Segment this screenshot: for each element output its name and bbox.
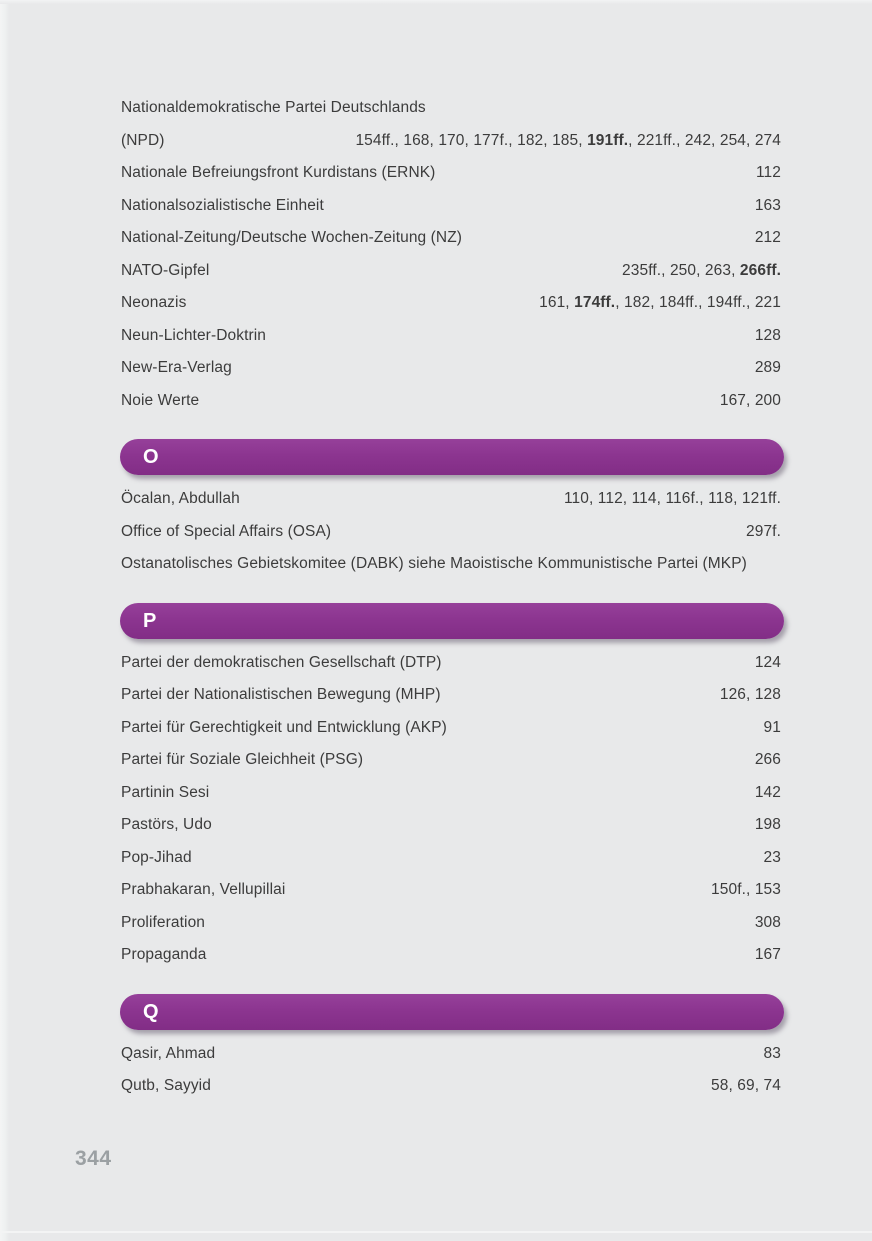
index-term: Neun-Lichter-Doktrin — [121, 326, 266, 344]
index-page-numbers: 163 — [754, 196, 781, 214]
index-entry — [121, 157, 781, 190]
index-entry — [121, 320, 781, 353]
index-page-numbers: 150f., 153 — [711, 881, 781, 899]
index-term: National-Zeitung/Deutsche Wochen-Zeitung (NZ) — [121, 229, 463, 247]
index-entry — [121, 744, 781, 777]
index-term: Proliferation — [121, 913, 206, 931]
index-term: Ostanatolisches Gebietskomitee (DABK) siehe Maoistische Kommunistische Partei (MKP) — [121, 555, 747, 573]
index-page-numbers: 266 — [754, 751, 781, 769]
index-page-numbers: 91 — [763, 718, 781, 736]
index-term: Pop-Jihad — [121, 848, 192, 866]
index-page-numbers: 58, 69, 74 — [711, 1077, 781, 1095]
index-entry — [121, 712, 781, 745]
index-page-numbers: 23 — [763, 848, 781, 866]
index-page-numbers: 142 — [754, 783, 781, 801]
page-left-edge — [0, 0, 9, 1241]
index-term: Nationale Befreiungsfront Kurdistans (ERNK) — [121, 164, 436, 182]
index-entry — [121, 516, 781, 549]
index-page-numbers: 83 — [763, 1044, 781, 1062]
index-entry — [121, 809, 781, 842]
index-entry — [121, 1038, 781, 1071]
section-header-o — [120, 439, 784, 475]
index-page-numbers: 308 — [754, 913, 781, 931]
index-entry — [121, 777, 781, 810]
index-term: Pastörs, Udo — [121, 816, 212, 834]
index-page-numbers: 112 — [755, 164, 781, 182]
section-letter: P — [143, 609, 157, 632]
section-header-p — [120, 603, 784, 639]
index-term: Propaganda — [121, 946, 207, 964]
page-bottom-edge — [0, 1231, 872, 1233]
page-top-edge — [0, 0, 872, 4]
index-entry — [121, 222, 781, 255]
index-entry — [121, 842, 781, 875]
section-header-q — [120, 994, 784, 1030]
index-entry — [121, 255, 781, 288]
index-term: Partinin Sesi — [121, 783, 210, 801]
index-term: Partei für Soziale Gleichheit (PSG) — [121, 751, 364, 769]
index-entry — [121, 190, 781, 223]
index-term: Partei für Gerechtigkeit und Entwicklung (AKP) — [121, 718, 447, 736]
index-page-numbers: 297f. — [746, 522, 781, 540]
index-page-numbers: 126, 128 — [719, 686, 781, 704]
index-entry — [121, 1070, 781, 1103]
index-page-numbers: 161, 174ff., 182, 184ff., 194ff., 221 — [539, 294, 781, 312]
index-entry — [121, 939, 781, 972]
index-term: Prabhakaran, Vellupillai — [121, 881, 286, 899]
index-term: Qasir, Ahmad — [121, 1044, 216, 1062]
index-term: New-Era-Verlag — [121, 359, 232, 377]
page-number: 344 — [75, 1147, 112, 1170]
index-page-numbers: 124 — [754, 653, 781, 671]
index-list — [121, 92, 781, 1103]
index-entry — [121, 385, 781, 418]
index-entry — [121, 92, 781, 125]
index-page-numbers: 289 — [754, 359, 781, 377]
index-term: (NPD) — [121, 131, 165, 149]
index-term: Öcalan, Abdullah — [121, 490, 240, 508]
index-entry — [121, 352, 781, 385]
index-entry — [121, 679, 781, 712]
index-term: Noie Werte — [121, 391, 200, 409]
index-entry — [121, 874, 781, 907]
index-page-numbers: 198 — [754, 816, 781, 834]
index-page-numbers: 167, 200 — [719, 391, 781, 409]
index-term: Nationalsozialistische Einheit — [121, 196, 324, 214]
index-term: Qutb, Sayyid — [121, 1077, 211, 1095]
index-term: NATO-Gipfel — [121, 261, 210, 279]
index-entry — [121, 647, 781, 680]
index-page-numbers: 212 — [754, 229, 781, 247]
index-page-numbers: 154ff., 168, 170, 177f., 182, 185, 191ff., 221ff., 242, 254, 274 — [355, 131, 781, 149]
index-entry — [121, 125, 781, 158]
index-term: Partei der Nationalistischen Bewegung (MHP) — [121, 686, 441, 704]
index-term: Office of Special Affairs (OSA) — [121, 522, 332, 540]
section-letter: Q — [143, 1000, 159, 1023]
index-entry — [121, 548, 781, 581]
index-term: Nationaldemokratische Partei Deutschlands — [121, 99, 426, 117]
index-page-numbers: 167 — [754, 946, 781, 964]
index-entry — [121, 483, 781, 516]
section-letter: O — [143, 446, 159, 468]
index-entry — [121, 907, 781, 940]
index-page-numbers: 128 — [754, 326, 781, 344]
index-entry — [121, 287, 781, 320]
index-term: Neonazis — [121, 294, 187, 312]
index-page-numbers: 235ff., 250, 263, 266ff. — [622, 261, 781, 279]
index-term: Partei der demokratischen Gesellschaft (DTP) — [121, 653, 442, 671]
index-page-numbers: 110, 112, 114, 116f., 118, 121ff. — [563, 490, 781, 508]
